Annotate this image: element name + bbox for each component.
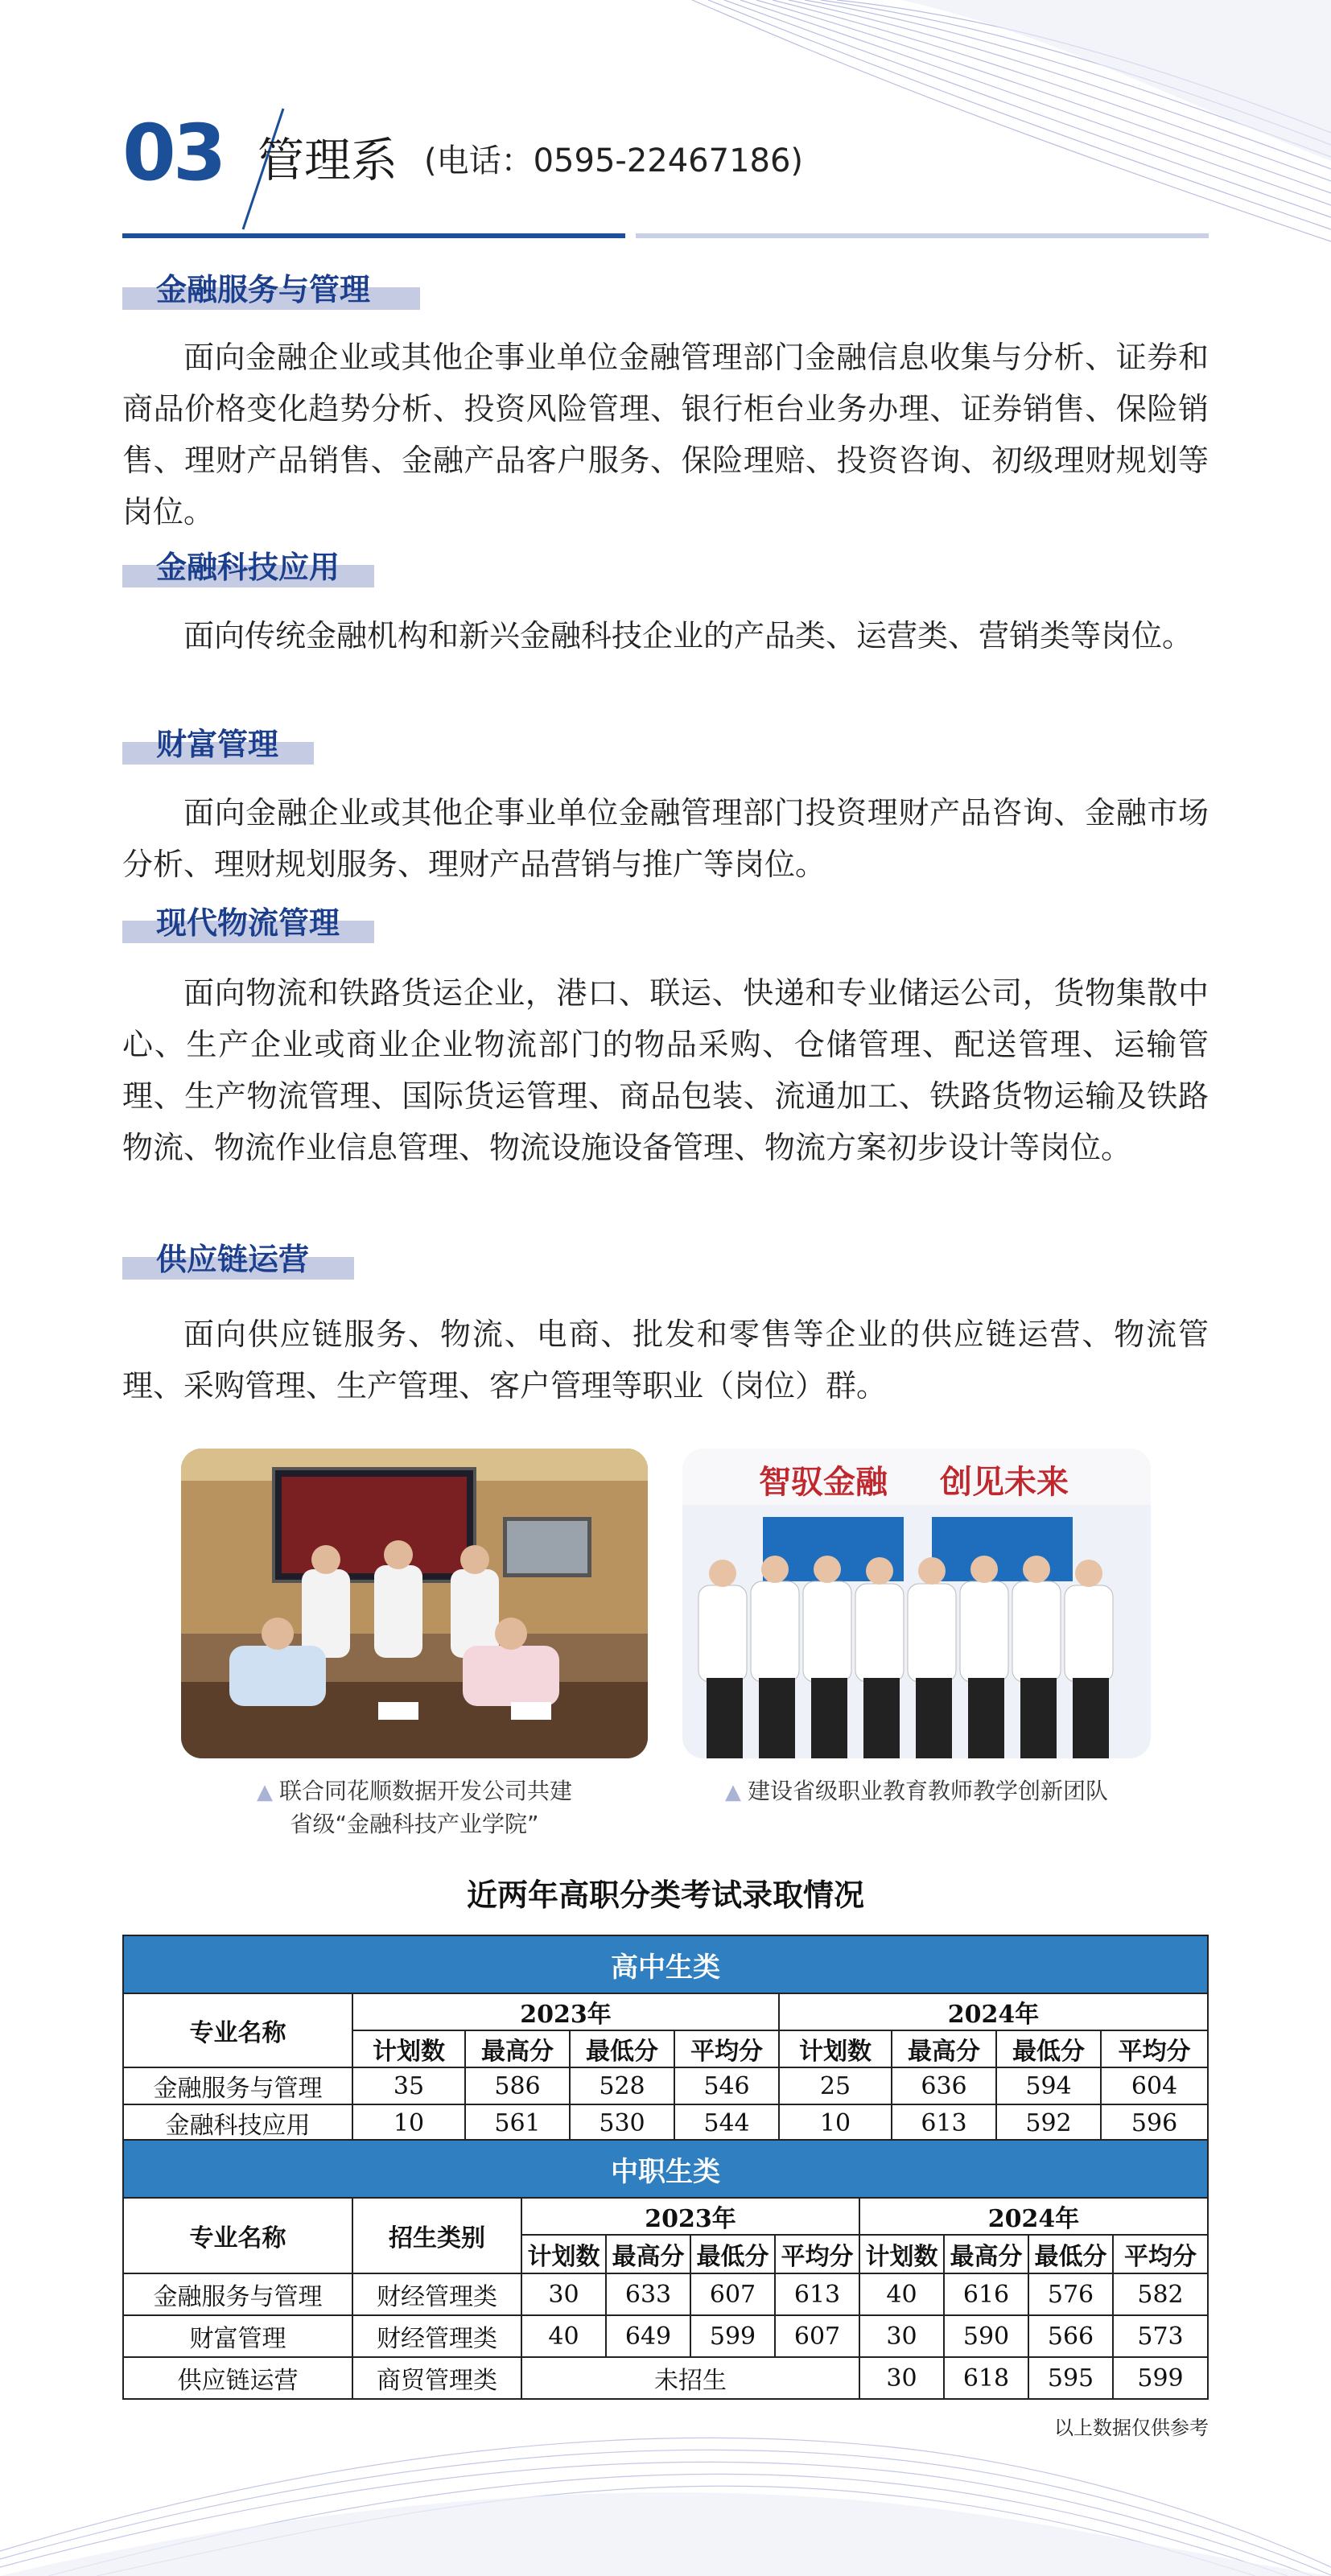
header-plan: 计划数 — [352, 2030, 465, 2067]
header-year-2024: 2024年 — [859, 2198, 1208, 2235]
header-plan: 计划数 — [779, 2030, 892, 2067]
department-title: 管理系 — [258, 133, 398, 188]
header-max: 最高分 — [944, 2235, 1028, 2273]
photo-teaching-team — [682, 1449, 1151, 1758]
paragraph-fintech: 面向传统金融机构和新兴金融科技企业的产品类、运营类、营销类等岗位。 — [183, 618, 1193, 653]
header-max: 最高分 — [465, 2030, 570, 2067]
paragraph-wealth-management: 面向金融企业或其他企事业单位金融管理部门投资理财产品咨询、金融市场分析、理财规划服务、理财产品营销与推广等岗位。 — [122, 795, 1209, 882]
header-major: 专业名称 — [123, 2198, 352, 2273]
header-year-2023: 2023年 — [352, 1993, 779, 2030]
header-year-2024: 2024年 — [779, 1993, 1208, 2030]
paragraph-financial-services: 面向金融企业或其他企事业单位金融管理部门金融信息收集与分析、证券和商品价格变化趋势分析、投资风险管理、银行柜台业务办理、证券销售、保险销售、理财产品销售、金融产品客户服务、保险理赔、投资咨询、初级理财规划等岗位。 — [122, 340, 1209, 530]
table-title: 近两年高职分类考试录取情况 — [466, 1877, 864, 1913]
table-row: 金融服务与管理 35 586 528 546 25 636 594 604 — [123, 2067, 1208, 2104]
triangle-bullet-icon: ▲ — [256, 1780, 273, 1804]
high-school-table — [122, 1935, 1209, 2142]
table-row: 金融服务与管理 财经管理类 30 633 607 613 40 616 576 582 — [123, 2273, 1208, 2315]
bottom-wave-decoration — [0, 2382, 1331, 2576]
paragraph-supply-chain: 面向供应链服务、物流、电商、批发和零售等企业的供应链运营、物流管理、采购管理、生产管理、客户管理等职业（岗位）群。 — [122, 1317, 1209, 1403]
banner-left-text: 智驭金融 — [759, 1464, 888, 1501]
band-vocational: 中职生类 — [123, 2140, 1208, 2198]
table-row: 财富管理 财经管理类 40 649 599 607 30 590 566 573 — [123, 2315, 1208, 2357]
header-avg: 平均分 — [1113, 2235, 1208, 2273]
triangle-bullet-icon: ▲ — [724, 1780, 741, 1804]
section-number: 03 — [122, 108, 224, 198]
header-max: 最高分 — [892, 2030, 996, 2067]
photo-signing-ceremony — [181, 1449, 648, 1758]
band-high-school: 高中生类 — [123, 1935, 1208, 1993]
header-plan: 计划数 — [859, 2235, 944, 2273]
header-rule-light — [636, 233, 1209, 238]
paragraph-logistics: 面向物流和铁路货运企业，港口、联运、快递和专业储运公司，货物集散中心、生产企业或商业企业物流部门的物品采购、仓储管理、配送管理、运输管理、生产物流管理、国际货运管理、商品包装、流通加工、铁路货物运输及铁路物流、物流作业信息管理、物流设施设备管理、物流方案初步设计等岗位。 — [122, 975, 1209, 1165]
header-min: 最低分 — [1028, 2235, 1113, 2273]
department-phone: (电话：0595-22467186) — [424, 142, 804, 179]
header-plan: 计划数 — [521, 2235, 606, 2273]
header-max: 最高分 — [606, 2235, 690, 2273]
header-rule-dark — [122, 233, 625, 238]
header-min: 最低分 — [996, 2030, 1101, 2067]
header-min: 最低分 — [570, 2030, 674, 2067]
caption-teaching-team: ▲ 建设省级职业教育教师教学创新团队 — [724, 1778, 1108, 1804]
banner-right-text: 创见未来 — [940, 1464, 1069, 1501]
caption-signing-ceremony: ▲ 联合同花顺数据开发公司共建 省级“金融科技产业学院” — [256, 1778, 572, 1837]
header-category: 招生类别 — [352, 2198, 521, 2273]
header-avg: 平均分 — [775, 2235, 859, 2273]
header-major: 专业名称 — [123, 1993, 352, 2067]
table-row: 供应链运营 商贸管理类 未招生 30 618 595 599 — [123, 2357, 1208, 2399]
header-avg: 平均分 — [674, 2030, 779, 2067]
vocational-table — [122, 2139, 1209, 2400]
data-disclaimer: 以上数据仅供参考 — [1054, 2417, 1209, 2439]
not-recruited-cell: 未招生 — [521, 2357, 859, 2399]
section-header — [122, 97, 1209, 241]
header-min: 最低分 — [690, 2235, 775, 2273]
table-row: 金融科技应用 10 561 530 544 10 613 592 596 — [123, 2104, 1208, 2141]
header-avg: 平均分 — [1101, 2030, 1208, 2067]
header-year-2023: 2023年 — [521, 2198, 859, 2235]
